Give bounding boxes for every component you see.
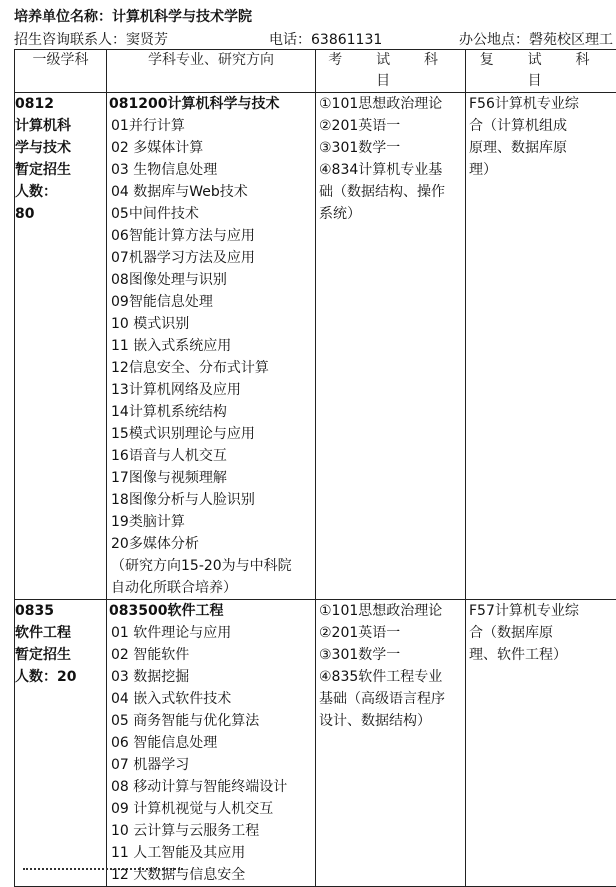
exam-cell (316, 600, 466, 887)
research-direction: 12 大数据与信息安全 (107, 864, 315, 886)
retest-subject: 理、软件工程） (466, 644, 616, 666)
exam-subject: 系统） (316, 203, 465, 225)
contact-info (14, 29, 616, 49)
contact-phone: 电话：63861131 (269, 29, 382, 49)
discipline-cell (15, 600, 107, 887)
research-direction: 10 云计算与云服务工程 (107, 820, 315, 842)
research-direction: 11 嵌入式系统应用 (107, 335, 315, 357)
research-direction: 05 商务智能与优化算法 (107, 710, 315, 732)
research-direction: 17图像与视频理解 (107, 467, 315, 489)
discipline-cell (15, 93, 107, 600)
exam-subject: 基础（高级语言程序 (316, 688, 465, 710)
table-row (15, 600, 616, 887)
discipline-line: 暂定招生 (15, 644, 106, 666)
research-direction: 01并行计算 (107, 115, 315, 137)
research-direction: 07 机器学习 (107, 754, 315, 776)
discipline-line: 学与技术 (15, 137, 106, 159)
research-note: （研究方向15-20为与中科院 (107, 555, 315, 577)
retest-subject: 合（计算机组成 (466, 115, 616, 137)
exam-subject: ③301数学一 (316, 137, 465, 159)
exam-subject: ④834计算机专业基 (316, 159, 465, 181)
research-direction: 13计算机网络及应用 (107, 379, 315, 401)
research-direction: 02 智能软件 (107, 644, 315, 666)
research-direction: 15模式识别理论与应用 (107, 423, 315, 445)
discipline-code: 0835 (15, 600, 106, 622)
enrollment-table (14, 49, 616, 887)
table-header-row (15, 50, 616, 93)
discipline-line: 人数：20 (15, 666, 106, 688)
exam-subject: ①101思想政治理论 (316, 600, 465, 622)
page-title: 培养单位名称：计算机科学与技术学院 (14, 6, 252, 26)
research-direction: 10 模式识别 (107, 313, 315, 335)
major-name: 081200计算机科学与技术 (107, 93, 315, 115)
header-retest: 复 试 科 目 (466, 50, 616, 93)
exam-subject: ③301数学一 (316, 644, 465, 666)
exam-subject: 设计、数据结构） (316, 710, 465, 732)
research-direction: 16语音与人机交互 (107, 445, 315, 467)
research-direction: 09 计算机视觉与人机交互 (107, 798, 315, 820)
cutoff-text-fragment (23, 868, 183, 874)
research-direction: 02 多媒体计算 (107, 137, 315, 159)
research-direction: 18图像分析与人脸识别 (107, 489, 315, 511)
research-direction: 06 智能信息处理 (107, 732, 315, 754)
retest-subject: F57计算机专业综 (466, 600, 616, 622)
exam-subject: ④835软件工程专业 (316, 666, 465, 688)
research-direction: 09智能信息处理 (107, 291, 315, 313)
exam-cell (316, 93, 466, 600)
research-direction: 03 数据挖掘 (107, 666, 315, 688)
research-direction: 01 软件理论与应用 (107, 622, 315, 644)
discipline-line: 人数： (15, 181, 106, 203)
retest-subject: 合（数据库原 (466, 622, 616, 644)
major-cell (107, 93, 316, 600)
discipline-code: 0812 (15, 93, 106, 115)
research-direction: 07机器学习方法及应用 (107, 247, 315, 269)
exam-subject: ①101思想政治理论 (316, 93, 465, 115)
table-row (15, 93, 616, 600)
research-note: 自动化所联合培养） (107, 577, 315, 599)
retest-subject: 原理、数据库原 (466, 137, 616, 159)
discipline-line: 软件工程 (15, 622, 106, 644)
discipline-line: 暂定招生 (15, 159, 106, 181)
major-cell (107, 600, 316, 887)
header-major: 学科专业、研究方向 (107, 50, 316, 93)
research-direction: 05中间件技术 (107, 203, 315, 225)
research-direction: 20多媒体分析 (107, 533, 315, 555)
research-direction: 11 人工智能及其应用 (107, 842, 315, 864)
retest-cell (466, 93, 616, 600)
research-direction: 19类脑计算 (107, 511, 315, 533)
header-discipline: 一级学科 (15, 50, 107, 93)
exam-subject: ②201英语一 (316, 115, 465, 137)
next-row-cutoff (14, 866, 616, 872)
office-location: 办公地点：磬苑校区理工 (459, 29, 613, 49)
research-direction: 04 嵌入式软件技术 (107, 688, 315, 710)
exam-subject: 础（数据结构、操作 (316, 181, 465, 203)
research-direction: 14计算机系统结构 (107, 401, 315, 423)
retest-cell (466, 600, 616, 887)
research-direction: 06智能计算方法与应用 (107, 225, 315, 247)
research-direction: 08图像处理与识别 (107, 269, 315, 291)
research-direction: 08 移动计算与智能终端设计 (107, 776, 315, 798)
research-direction: 03 生物信息处理 (107, 159, 315, 181)
discipline-line: 计算机科 (15, 115, 106, 137)
exam-subject: ②201英语一 (316, 622, 465, 644)
research-direction: 12信息安全、分布式计算 (107, 357, 315, 379)
major-name: 083500软件工程 (107, 600, 315, 622)
header-exam: 考 试 科 目 (316, 50, 466, 93)
contact-person: 招生咨询联系人：窦贤芳 (14, 29, 168, 49)
research-direction: 04 数据库与Web技术 (107, 181, 315, 203)
retest-subject: F56计算机专业综 (466, 93, 616, 115)
retest-subject: 理） (466, 159, 616, 181)
discipline-line: 80 (15, 203, 106, 225)
